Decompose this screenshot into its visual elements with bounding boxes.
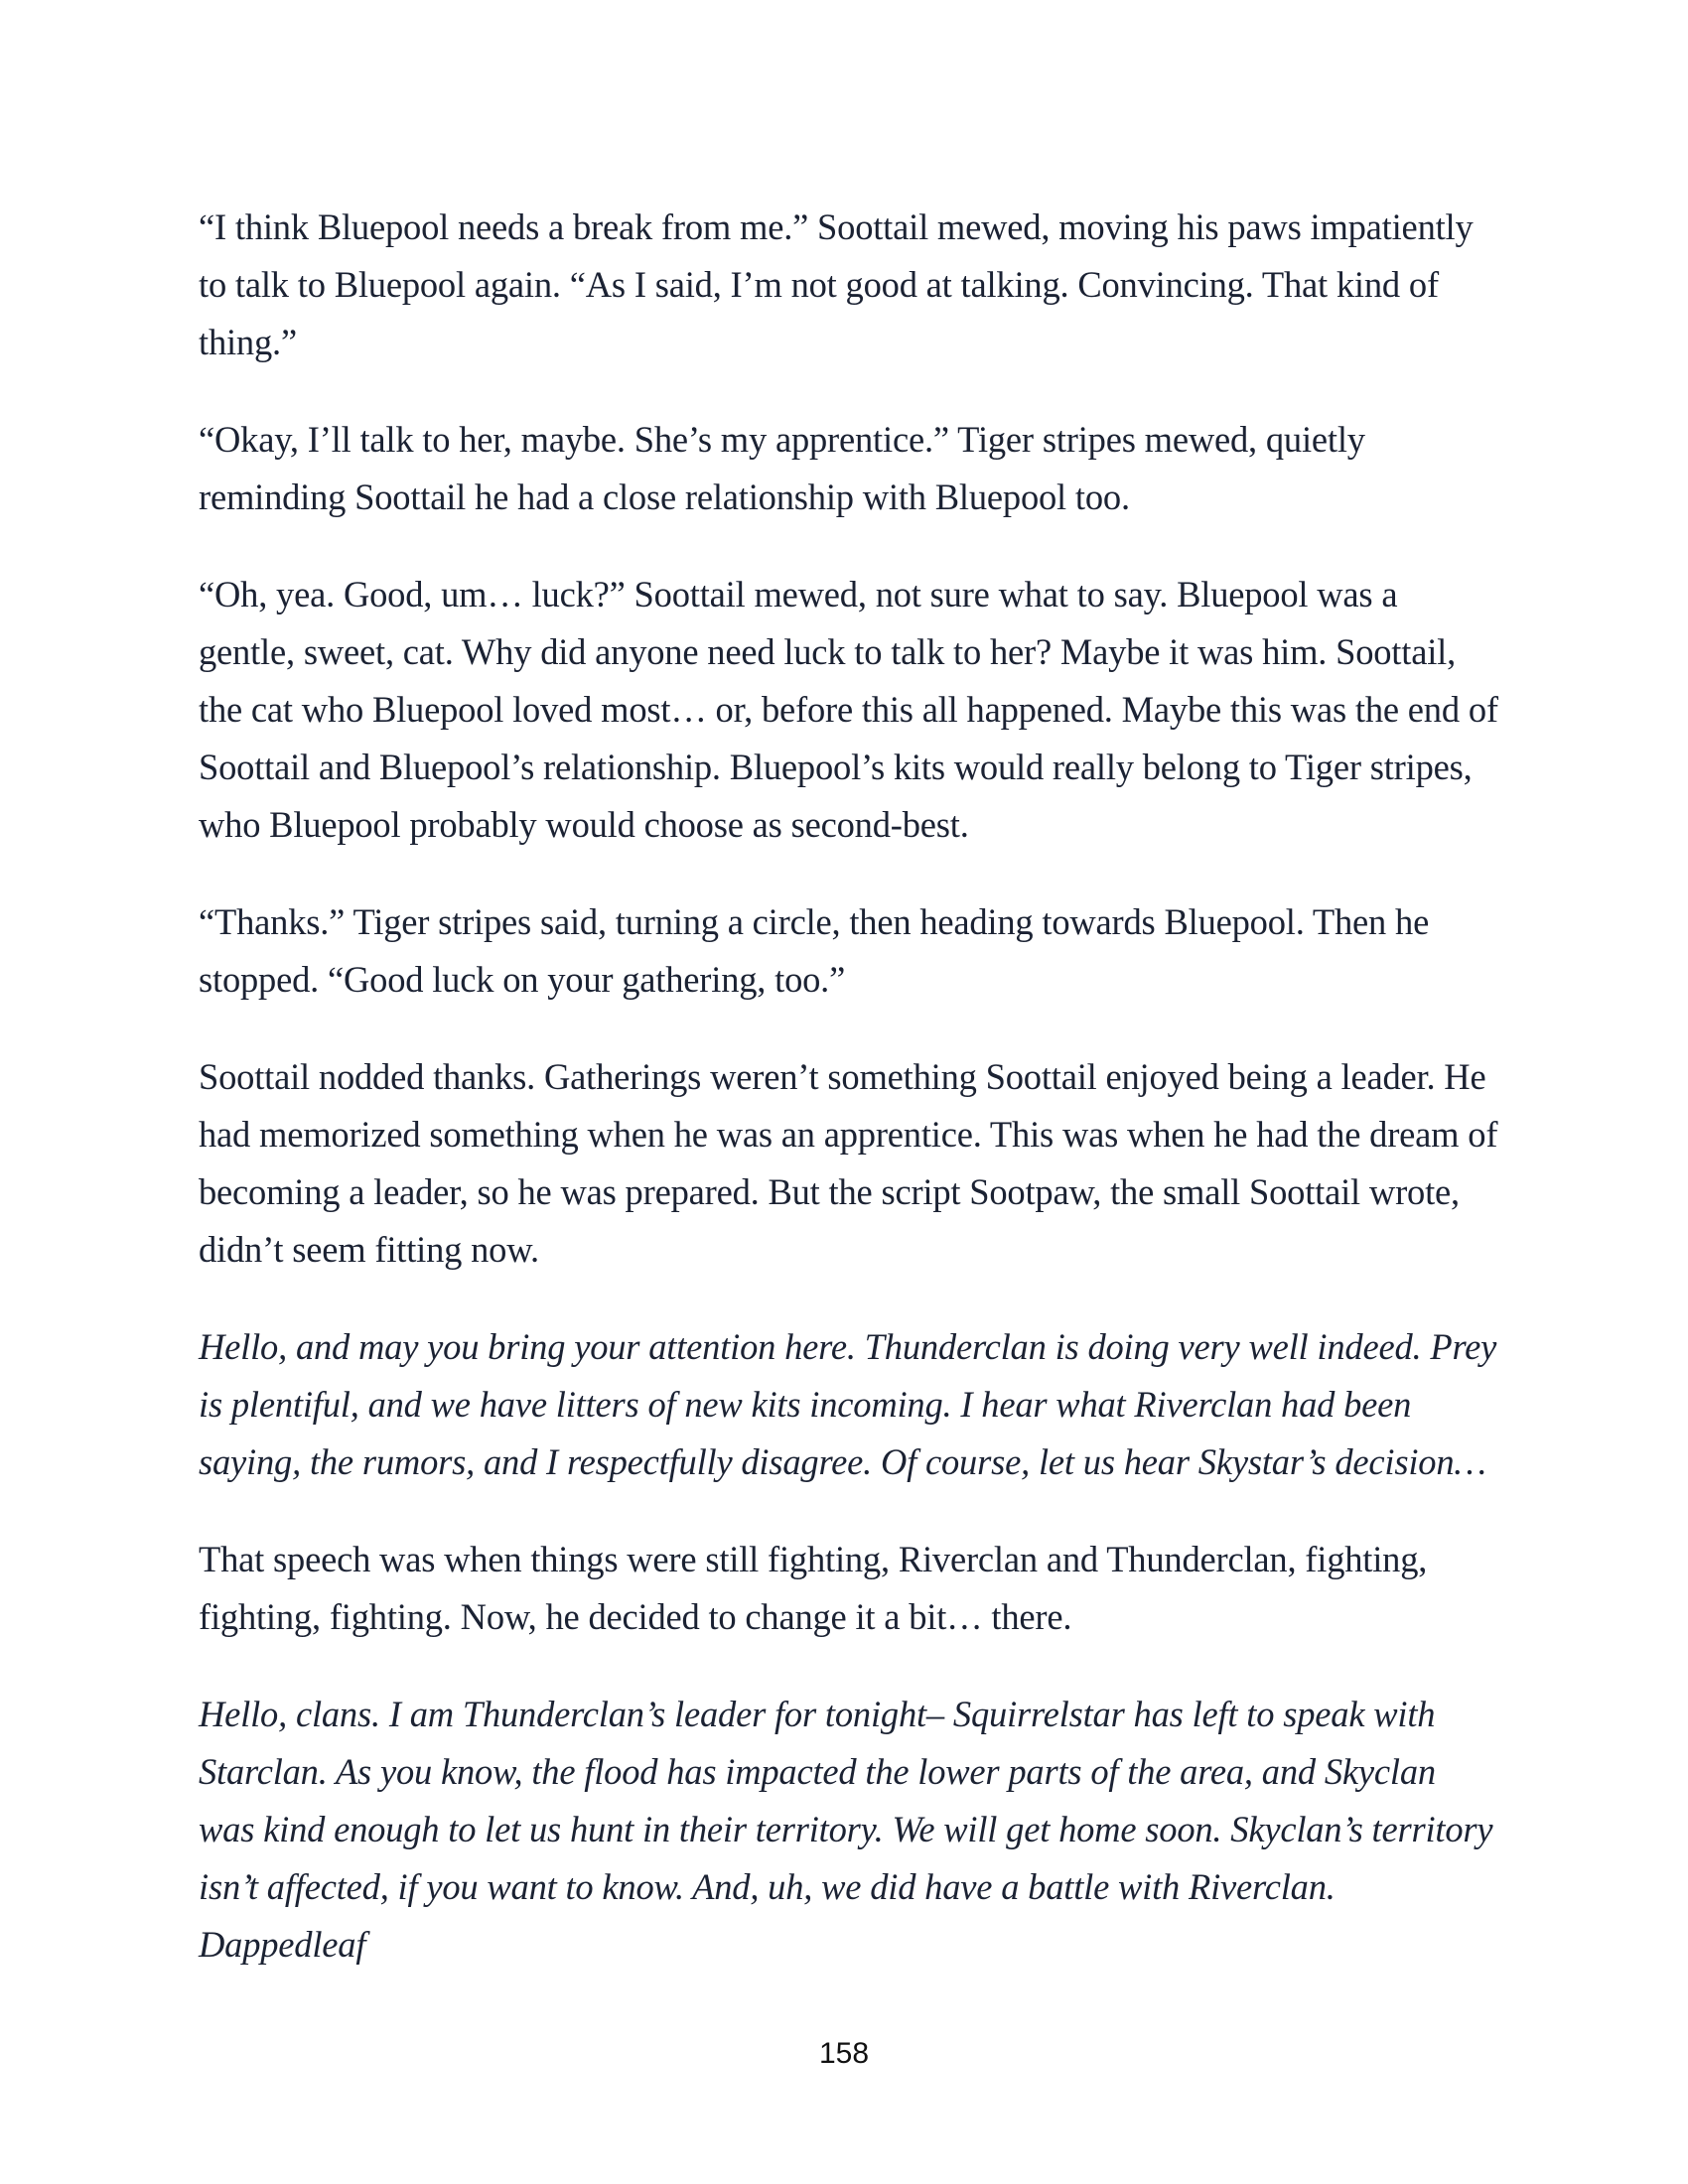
paragraph: That speech was when things were still fighting, Riverclan and Thunderclan, fighting, fighting, fighting. Now, he decided to change it a bit… there.	[199, 1539, 1428, 1637]
page-body	[199, 199, 1499, 2013]
paragraph: “Okay, I’ll talk to her, maybe. She’s my apprentice.” Tiger stripes mewed, quietly reminding Soottail he had a close relationship with Bluepool too.	[199, 419, 1365, 517]
page-number: 158	[818, 2037, 870, 2070]
paragraph: “I think Bluepool needs a break from me.” Soottail mewed, moving his paws impatiently to talk to Bluepool again. “As I said, I’m not good at talking. Convincing. That kind of thing.”	[199, 206, 1474, 362]
paragraph: Soottail nodded thanks. Gatherings weren’t something Soottail enjoyed being a leader. He had memorized something when he was an apprentice. This was when he had the dream of becoming a leader, so he was prepared. But the script Sootpaw, the small Soottail wrote, didn’t seem fitting now.	[199, 1056, 1498, 1270]
italic-speech-paragraph: Hello, clans. I am Thunderclan’s leader for tonight– Squirrelstar has left to speak with Starclan. As you know, the flood has impacted the lower parts of the area, and Skyclan was kind enough to let us hunt in their territory. We will get home soon. Skyclan’s territory isn’t affected, if you want to know. And, uh, we did have a battle with Riverclan. Dappedleaf	[199, 1694, 1493, 1965]
italic-speech-paragraph: Hello, and may you bring your attention here. Thunderclan is doing very well indeed. Prey is plentiful, and we have litters of new kits incoming. I hear what Riverclan had been saying, the rumors, and I respectfully disagree. Of course, let us hear Skystar’s decision…	[199, 1326, 1497, 1482]
paragraph: “Thanks.” Tiger stripes said, turning a circle, then heading towards Bluepool. Then he stopped. “Good luck on your gathering, too.”	[199, 901, 1430, 1000]
paragraph: “Oh, yea. Good, um… luck?” Soottail mewed, not sure what to say. Bluepool was a gentle, sweet, cat. Why did anyone need luck to talk to her? Maybe it was him. Soottail, the cat who Bluepool loved most… or, before this all happened. Maybe this was the end of Soottail and Bluepool’s relationship. Bluepool’s kits would really belong to Tiger stripes, who Bluepool probably would choose as second-best.	[199, 574, 1498, 845]
